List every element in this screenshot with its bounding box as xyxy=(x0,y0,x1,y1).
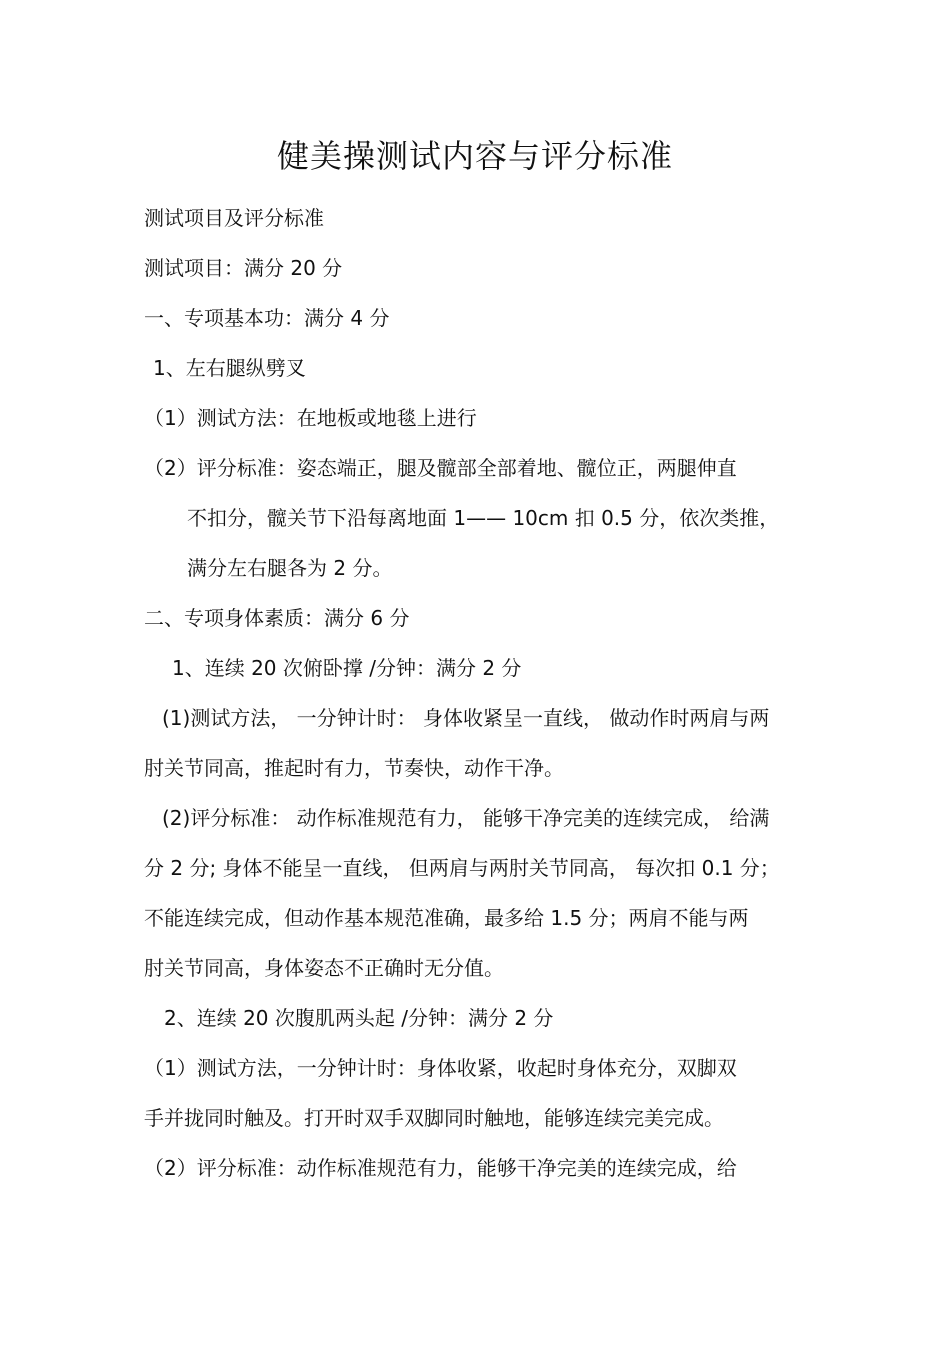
text-line: 满分左右腿各为 2 分。 xyxy=(187,556,393,580)
text-line: 不能连续完成，但动作基本规范准确，最多给 1.5 分；两肩不能与两 xyxy=(144,906,749,930)
text-line: （2）评分标准：姿态端正，腿及髋部全部着地、髋位正，两腿伸直 xyxy=(144,456,737,480)
text-line: （2）评分标准：动作标准规范有力，能够干净完美的连续完成，给 xyxy=(144,1156,737,1180)
text-line: 测试项目：满分 20 分 xyxy=(144,256,343,280)
text-line: 2、连续 20 次腹肌两头起 /分钟：满分 2 分 xyxy=(164,1006,554,1030)
text-line: （1）测试方法：在地板或地毯上进行 xyxy=(144,406,477,430)
text-line: 分 2 分; 身体不能呈一直线， 但两肩与两肘关节同高， 每次扣 0.1 分； xyxy=(144,856,780,880)
text-line: 一、专项基本功：满分 4 分 xyxy=(144,306,390,330)
text-line: 二、专项身体素质：满分 6 分 xyxy=(144,606,410,630)
text-line: （1）测试方法，一分钟计时：身体收紧，收起时身体充分，双脚双 xyxy=(144,1056,737,1080)
text-line: 肘关节同高，身体姿态不正确时无分值。 xyxy=(144,956,504,980)
text-line: 不扣分，髋关节下沿每离地面 1—— 10cm 扣 0.5 分，依次类推， xyxy=(187,506,780,530)
text-line: 1、连续 20 次俯卧撑 /分钟：满分 2 分 xyxy=(172,656,522,680)
text-line: 1、左右腿纵劈叉 xyxy=(153,356,306,380)
document-title: 健美操测试内容与评分标准 xyxy=(276,137,673,175)
text-line: (2)评分标准： 动作标准规范有力， 能够干净完美的连续完成， 给满 xyxy=(162,806,770,830)
text-line: 测试项目及评分标准 xyxy=(144,206,324,230)
text-line: (1)测试方法， 一分钟计时： 身体收紧呈一直线， 做动作时两肩与两 xyxy=(162,706,770,730)
text-line: 手并拢同时触及。打开时双手双脚同时触地，能够连续完美完成。 xyxy=(144,1106,724,1130)
text-line: 肘关节同高，推起时有力，节奏快，动作干净。 xyxy=(144,756,564,780)
